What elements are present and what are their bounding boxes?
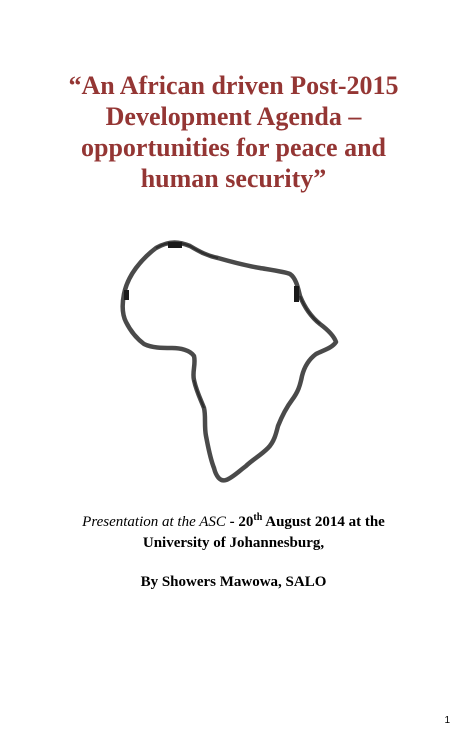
africa-outline-path — [123, 243, 336, 481]
title-line-3: opportunities for peace and — [80, 133, 387, 162]
africa-outline-icon — [110, 232, 346, 488]
title-line-4: human security” — [140, 164, 327, 193]
page-number: 1 — [444, 715, 450, 726]
presentation-date-sup: th — [253, 512, 263, 523]
map-detail-west — [124, 290, 129, 300]
author-byline: By Showers Mawowa, SALO — [140, 574, 327, 590]
title-line-1: “An African driven Post-2015 — [68, 71, 399, 100]
presentation-date-suffix: August 2014 at the — [262, 514, 385, 530]
map-detail-north — [168, 242, 182, 248]
presentation-line-1 — [10, 512, 457, 533]
presentation-venue: Presentation at the ASC — [82, 514, 226, 530]
presentation-date-prefix: - 20 — [225, 514, 254, 530]
presentation-info — [10, 512, 457, 554]
presentation-line-2: University of Johannesburg, — [142, 535, 325, 551]
title-line-2: Development Agenda – — [105, 102, 362, 131]
map-detail-east — [294, 286, 299, 302]
document-title — [20, 70, 447, 194]
